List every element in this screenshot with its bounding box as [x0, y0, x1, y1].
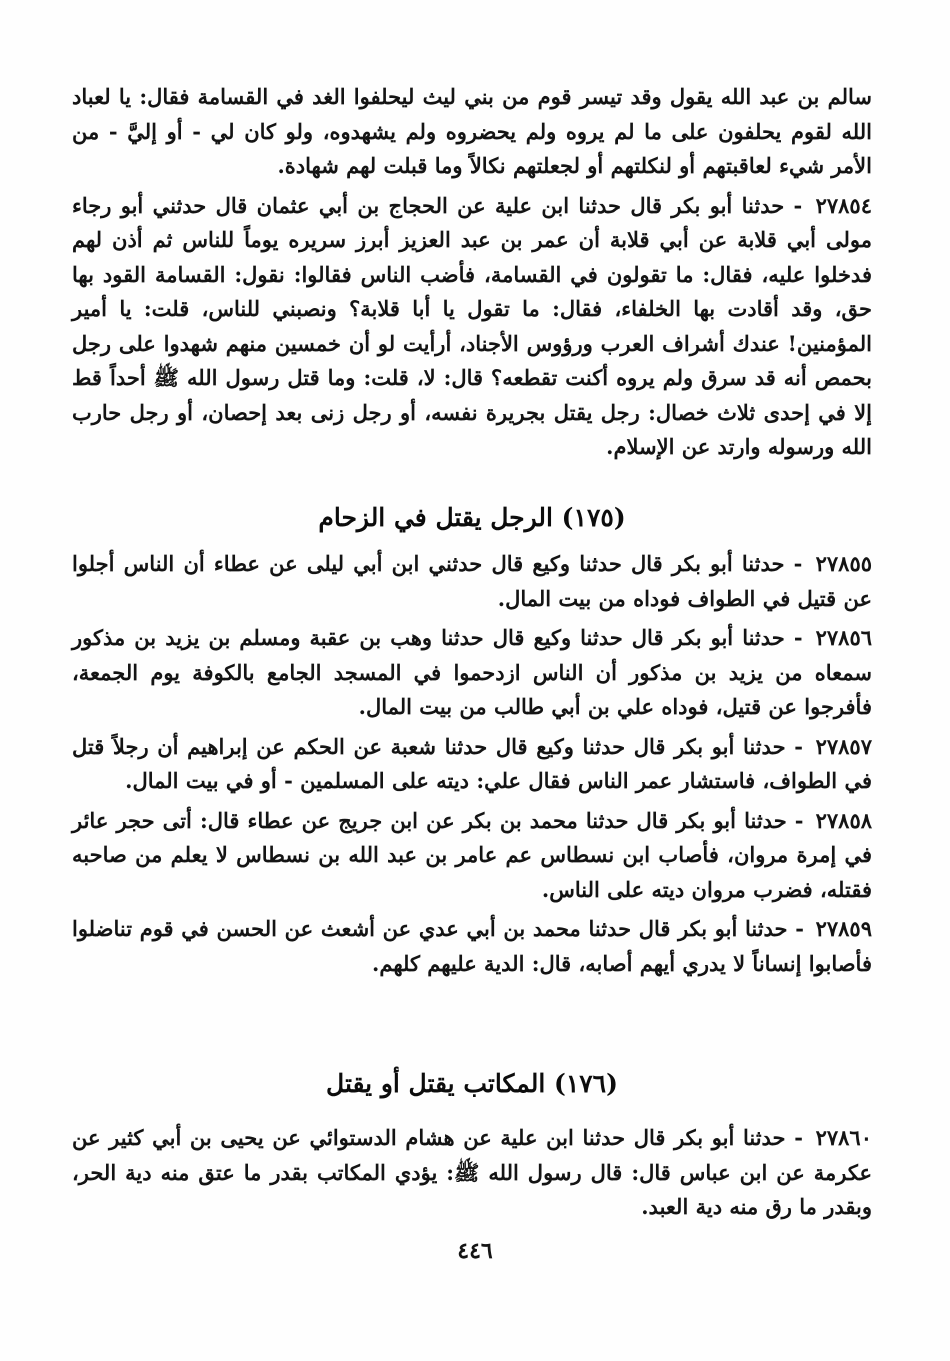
hadith-27860	[72, 1121, 872, 1225]
hadith-number: ٢٧٨٥٥	[815, 551, 873, 576]
hadith-number: ٢٧٨٦٠	[815, 1125, 872, 1150]
hadith-27858	[72, 804, 872, 908]
hadith-text: - حدثنا أبو بكر قال حدثنا وكيع قال حدثنا شعبة عن الحكم عن إبراهيم أن رجلاً قتل في الطواف، فاستشار عمر الناس فقال علي: ديته على المسلمين - أو في بيت المال.	[72, 733, 872, 793]
text-block-1	[72, 80, 872, 465]
text-block-2	[72, 547, 872, 981]
hadith-text: - حدثنا أبو بكر قال حدثنا ابن علية عن هشام الدستوائي عن يحيى بن أبي كثير عن عكرمة عن ابن عباس قال: قال رسول الله ﷺ: يؤدي المكاتب بقدر ما عتق منه دية الحر، وبقدر ما رق منه دية العبد.	[72, 1125, 872, 1219]
hadith-27856	[72, 621, 872, 725]
chapter-heading-175: (١٧٥) الرجل يقتل في الزحام	[318, 503, 626, 532]
hadith-number: ٢٧٨٥٤	[815, 192, 872, 218]
hadith-text: - حدثنا أبو بكر قال حدثنا محمد بن بكر عن ابن جريج عن عطاء قال: أتى حجر عائر في إمرة مروان، فأصاب ابن نسطاس عم عامر بن عبد الله بن نسطاس لا يعلم من صاحبه فقتله، فضرب مروان ديته على الناس.	[72, 807, 872, 902]
paragraph-text: سالم بن عبد الله يقول وقد تيسر قوم من بني ليث ليحلفوا الغد في القسامة فقال: يا لعباد الله لقوم يحلفون على ما لم يروه ولم يحضروه ولم يشهدوه، ولو كان لي - أو إليَّ - من الأمر شيء لعاقبتهم أو لنكلتهم أو لجعلتهم نكالاً وما قبلت لهم شهادة.	[72, 84, 872, 178]
page-number: ٤٤٦	[457, 1238, 493, 1264]
chapter-heading-176: (١٧٦) المكاتب يقتل أو يقتل	[326, 1069, 618, 1098]
hadith-number: ٢٧٨٥٨	[815, 807, 873, 833]
hadith-27854	[72, 189, 872, 465]
hadith-text: - حدثنا أبو بكر قال حدثنا وكيع قال حدثنا وهب بن عقبة ومسلم بن يزيد بن مذكور سمعاه من يزيد بن مذكور أن الناس ازدحموا في المسجد الجامع بالكوفة يوم الجمعة، فأفرجوا عن قتيل، فوداه علي بن أبي طالب من بيت المال.	[72, 625, 872, 719]
hadith-number: ٢٧٨٥٧	[815, 733, 872, 759]
text-block-3	[72, 1121, 872, 1225]
hadith-27859	[72, 912, 872, 981]
hadith-27855	[72, 547, 872, 616]
hadith-text: - حدثنا أبو بكر قال حدثنا وكيع قال حدثني ابن أبي ليلى عن عطاء أن الناس أجلوا عن قتيل في الطواف فوداه من بيت المال.	[72, 551, 872, 611]
hadith-text: - حدثنا أبو بكر قال حدثنا محمد بن أبي عدي عن أشعث عن الحسن في قوم تناضلوا فأصابوا إنساناً لا يدري أيهم أصابه، قال: الدية عليهم كلهم.	[72, 916, 872, 976]
hadith-27857	[72, 730, 872, 799]
hadith-text: - حدثنا أبو بكر قال حدثنا ابن علية عن الحجاج بن أبي عثمان قال حدثني أبو رجاء مولى أبي قلابة عن أبي قلابة أن عمر بن عبد العزيز أبرز سريره يوماً للناس ثم أذن لهم فدخلوا عليه، فقال: ما تقولون في القسامة، فأضب الناس فقالوا: نقول: القسامة القود بها حق، وقد أقادت بها الخلفاء، فقال: ما تقول يا أبا قلابة؟ ونصبني للناس، قلت: يا أمير المؤمنين! عندك أشراف العرب ورؤوس الأجناد، أرأيت لو أن خمسين منهم شهدوا على رجل بحمص أنه قد سرق ولم يروه أكنت تقطعه؟ قال: لا، قلت: وما قتل رسول الله ﷺ أحداً قط إلا في إحدى ثلاث خصال: رجل يقتل بجريرة نفسه، أو رجل زنى بعد إحصان، أو رجل حارب الله ورسوله وارتد عن الإسلام.	[72, 192, 872, 459]
hadith-number: ٢٧٨٥٦	[815, 625, 873, 650]
paragraph-continuation	[72, 80, 872, 184]
hadith-number: ٢٧٨٥٩	[815, 916, 872, 941]
